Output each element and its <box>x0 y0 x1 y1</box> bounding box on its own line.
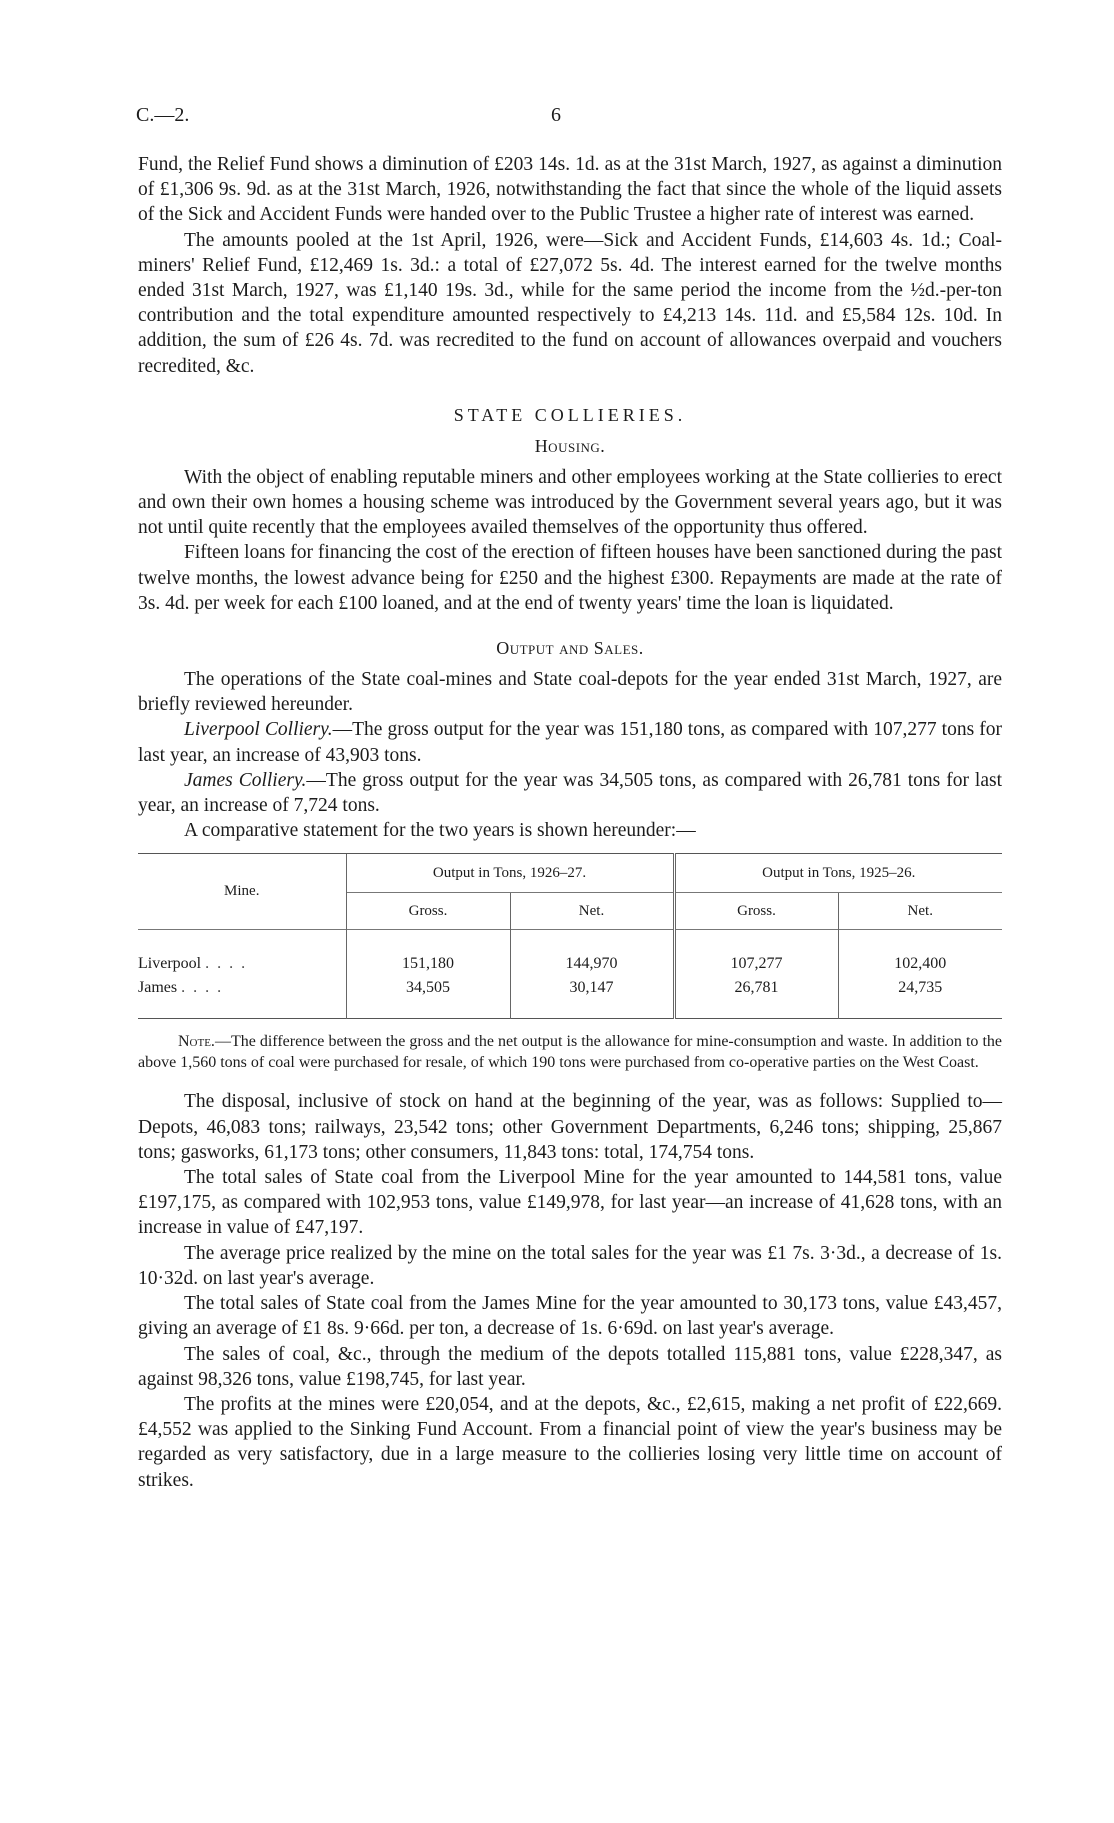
gross-1925-26-cell: 107,277 <box>674 930 838 977</box>
document-reference: C.—2. <box>136 104 190 126</box>
col-header-mine: Mine. <box>138 854 346 930</box>
page-number: 6 <box>551 104 561 126</box>
mine-cell <box>138 930 346 977</box>
mine-name: James <box>138 979 178 997</box>
paragraph-liverpool-sales: The total sales of State coal from the Liverpool Mine for the year amounted to 144,581 tons, value £197,175, as compared with 102,953 tons, value £149,978, for last year—an increase of 41,628 tons, with an increase in value of £47,197. <box>138 1167 1002 1239</box>
paragraph-james-sales: The total sales of State coal from the James Mine for the year amounted to 30,173 tons, value £43,457, giving an average of £1 8s. 9·66d. per ton, a decrease of 1s. 6·69d. on last year's average. <box>138 1293 1002 1340</box>
paragraph-james-colliery <box>138 768 1002 818</box>
paragraph-table-intro: A comparative statement for the two years is shown hereunder:— <box>184 820 696 842</box>
note-text: —The difference between the gross and the net output is the allowance for mine-consumption and waste. In addition to the above 1,560 tons of coal were purchased for resale, of which 190 tons were purchased from co-operative parties on the West Coast. <box>138 1033 1002 1072</box>
col-header-net-1925-26: Net. <box>838 893 1002 930</box>
net-1925-26-cell: 24,735 <box>838 976 1002 1019</box>
gross-1925-26-cell: 26,781 <box>674 976 838 1019</box>
note-label: Note. <box>178 1033 215 1051</box>
leader-dots: . . . . <box>205 955 248 973</box>
mine-name: Liverpool <box>138 955 202 973</box>
paragraph-disposal: The disposal, inclusive of stock on hand at the beginning of the year, was as follows: Supplied to—Depots, 46,083 tons; railways, 23,542 tons; other Government Departments, 6,246 tons; shipping, 25,867 tons; gasworks, 61,173 tons; other consumers, 11,843 tons: total, 174,754 tons. <box>138 1091 1002 1163</box>
paragraph-housing-scheme: With the object of enabling reputable miners and other employees working at the State collieries to erect and own their own homes a housing scheme was introduced by the Government several years ago, but it was not until quite recently that the employees availed themselves of the opportunity thus offered. <box>138 466 1002 539</box>
paragraph-operations: The operations of the State coal-mines and State coal-depots for the year ended 31st March, 1927, are briefly reviewed hereunder. <box>138 669 1002 716</box>
output-table <box>138 853 1002 1019</box>
col-group-1925-26: Output in Tons, 1925–26. <box>674 854 1002 893</box>
paragraph-relief-fund: Fund, the Relief Fund shows a diminution of £203 14s. 1d. as at the 31st March, 1927, as against a diminution of £1,306 9s. 9d. as at the 31st March, 1926, notwithstanding the fact that since the whole of the liquid assets of the Sick and Accident Funds were handed over to the Public Trustee a higher rate of interest was earned. <box>138 154 1002 226</box>
net-1926-27-cell: 144,970 <box>510 930 674 977</box>
document-body <box>138 152 1002 1493</box>
col-header-net-1926-27: Net. <box>510 893 674 930</box>
col-header-gross-1926-27: Gross. <box>346 893 510 930</box>
table-row <box>138 930 1002 977</box>
table-row <box>138 976 1002 1019</box>
mine-cell <box>138 976 346 1019</box>
leader-dots: . . . . <box>181 979 224 997</box>
housing-heading: Housing. <box>534 435 606 456</box>
output-sales-heading: Output and Sales. <box>496 638 644 659</box>
section-title: STATE COLLIERIES. <box>453 404 687 425</box>
paragraph-profits: The profits at the mines were £20,054, and at the depots, &c., £2,615, making a net profit of £22,669. £4,552 was applied to the Sinking Fund Account. From a financial point of view the year's business may be regarded as very satisfactory, due in a large measure to the collieries losing very little time on account of strikes. <box>138 1393 1002 1491</box>
table-note <box>138 1031 1002 1073</box>
paragraph-depot-sales: The sales of coal, &c., through the medium of the depots totalled 115,881 tons, value £228,347, as against 98,326 tons, value £198,745, for last year. <box>138 1343 1002 1390</box>
gross-1926-27-cell: 34,505 <box>346 976 510 1019</box>
liverpool-colliery-text: —The gross output for the year was 151,180 tons, as compared with 107,277 tons for last year, an increase of 43,903 tons. <box>138 719 1002 766</box>
liverpool-colliery-label: Liverpool Colliery. <box>184 719 333 741</box>
paragraph-average-price: The average price realized by the mine on the total sales for the year was £1 7s. 3·3d., a decrease of 1s. 10·32d. on last year's average. <box>138 1242 1002 1289</box>
james-colliery-text: —The gross output for the year was 34,505 tons, as compared with 26,781 tons for last year, an increase of 7,724 tons. <box>138 769 1002 817</box>
paragraph-amounts-pooled: The amounts pooled at the 1st April, 1926, were—Sick and Accident Funds, £14,603 4s. 1d.; Coal-miners' Relief Fund, £12,469 1s. 3d.: a total of £27,072 5s. 4d. The interest earned for the twelve months ended 31st March, 1927, was £1,140 19s. 3d., while for the same period the income from the ½d.-per-ton contribution and the total expenditure amounted respectively to £4,213 14s. 11d. and £5,584 12s. 10d. In addition, the sum of £26 4s. 7d. was recredited to the fund on account of allowances overpaid and vouchers recredited, &c. <box>138 229 1002 377</box>
col-header-gross-1925-26: Gross. <box>674 893 838 930</box>
net-1925-26-cell: 102,400 <box>838 930 1002 977</box>
net-1926-27-cell: 30,147 <box>510 976 674 1019</box>
col-group-1926-27: Output in Tons, 1926–27. <box>346 854 674 893</box>
paragraph-liverpool-colliery <box>138 717 1002 767</box>
gross-1926-27-cell: 151,180 <box>346 930 510 977</box>
james-colliery-label: James Colliery. <box>184 769 307 791</box>
paragraph-housing-loans: Fifteen loans for financing the cost of the erection of fifteen houses have been sanctioned during the past twelve months, the lowest advance being for £250 and the highest £300. Repayments are made at the rate of 3s. 4d. per week for each £100 loaned, and at the end of twenty years' time the loan is liquidated. <box>138 542 1002 614</box>
